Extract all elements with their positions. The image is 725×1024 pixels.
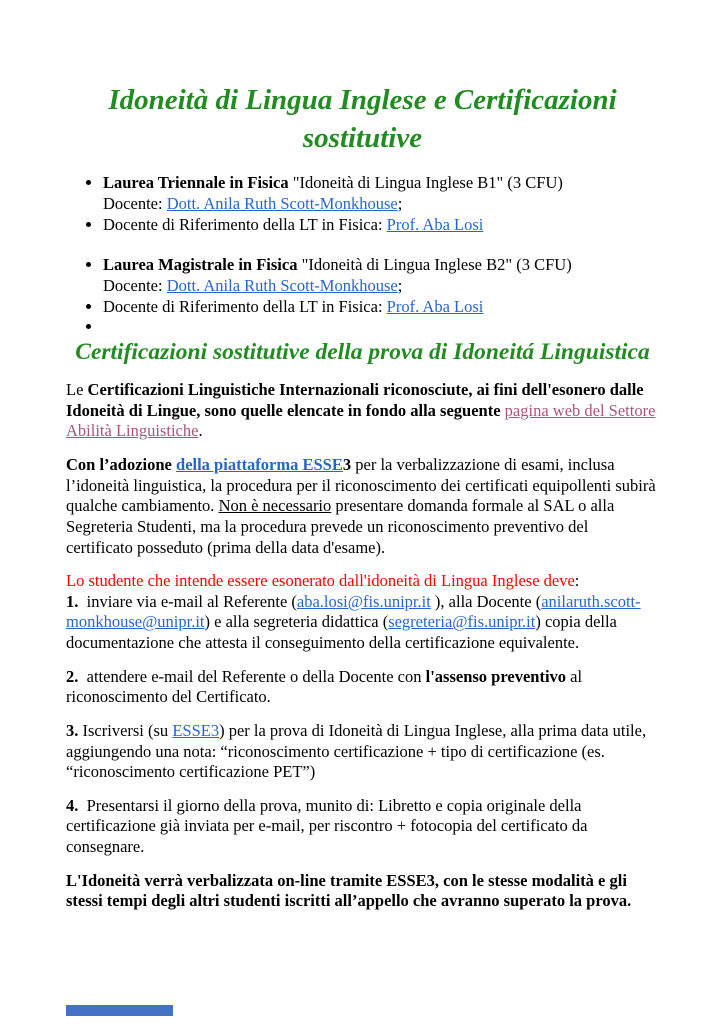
paragraph (66, 667, 659, 708)
bullet-item (103, 215, 659, 236)
text-run: l'assenso preventivo (425, 666, 567, 686)
text-run: inviare via e-mail al Referente ( (78, 591, 297, 611)
section-heading: Certificazioni sostitutive della prova di Idoneitá Linguistica (75, 338, 650, 365)
text-run: "Idoneità di Lingua Inglese B2" (3 CFU) (297, 255, 572, 275)
text-link[interactable]: segreteria@fis.unipr.it (388, 612, 536, 632)
text-run: ; (397, 194, 403, 213)
text-link[interactable]: Prof. Aba Losi (386, 214, 484, 234)
text-run: 2. (66, 666, 79, 686)
bullet-list (66, 173, 659, 337)
text-run: Lo studente che intende essere esonerato dall'idoneità di Lingua Inglese deve (66, 571, 575, 591)
paragraph (66, 721, 659, 783)
text-run: Le (66, 380, 88, 400)
text-run: Iscriversi (su (78, 720, 173, 740)
text-run: ; (397, 275, 403, 295)
text-link[interactable]: anilaruth.scott-monkhouse@unipr.it (66, 591, 641, 632)
text-run: ) copia della documentazione che attesta il conseguimento della certificazione equivalente. (66, 612, 617, 652)
text-run: 4. (66, 795, 79, 815)
text-run: ) per la prova di Idoneità di Lingua Inglese, alla prima data utile, aggiungendo una nota: “riconoscimento certificazione + tipo di certificazione (es. “riconoscimento certificazione PET”) (66, 720, 647, 782)
paragraph (66, 455, 659, 558)
text-run: 3. (66, 720, 79, 740)
text-link[interactable]: Prof. Aba Losi (386, 296, 484, 316)
text-link[interactable]: della piattaforma ESSE (176, 455, 343, 474)
text-run: : (574, 571, 580, 591)
text-run: 3 (342, 455, 352, 474)
text-link[interactable]: aba.losi@fis.unipr.it (296, 591, 431, 611)
text-link[interactable]: ESSE3 (172, 720, 220, 740)
bullet-item (103, 255, 659, 296)
text-run: Docente: (103, 194, 167, 213)
text-run: 1. (66, 591, 79, 611)
bullet-item (103, 173, 659, 214)
text-run: Laurea Magistrale in Fisica (103, 255, 298, 275)
text-run: Certificazioni Linguistiche Internazionali riconosciute, ai fini dell'esonero dalle Idoneità di Lingue, sono quelle elencate in fondo alla seguente (66, 380, 644, 420)
text-run: al riconoscimento del Certificato. (66, 666, 583, 707)
text-run: ), alla Docente ( (430, 591, 542, 611)
document-title: Idoneità di Lingua Inglese e Certificazioni sostitutive (108, 84, 617, 154)
text-run: L'Idoneità verrà verbalizzata on-line tramite ESSE3, con le stesse modalità e gli stessi tempi degli altri studenti iscritti all’appello che avranno superato la prova. (66, 870, 632, 911)
text-run: "Idoneità di Lingua Inglese B1" (3 CFU) (288, 173, 563, 193)
document-body (66, 173, 659, 912)
paragraph (66, 571, 659, 654)
bottom-blue-bar (66, 1005, 173, 1016)
paragraph (66, 380, 659, 442)
text-link[interactable]: pagina web del Settore Abilità Linguistiche (66, 400, 656, 441)
text-run: . (198, 421, 203, 441)
bullet-item (103, 317, 659, 338)
text-run: Non è necessario (218, 496, 332, 516)
paragraph (66, 796, 659, 858)
text-run: presentare domanda formale al SAL o alla Segreteria Studenti, ma la procedura prevede un riconoscimento preventivo del certificato posseduto (prima della data d'esame). (66, 496, 615, 557)
text-run: Docente di Riferimento della LT in Fisica: (103, 296, 387, 316)
text-run: Laurea Triennale in Fisica (103, 173, 289, 193)
text-run: Docente: (103, 275, 167, 295)
text-run: Con l’adozione (66, 455, 177, 474)
bullet-item (103, 297, 659, 318)
text-run: ) e alla segreteria didattica ( (204, 612, 389, 632)
text-link[interactable]: Dott. Anila Ruth Scott-Monkhouse (166, 194, 398, 213)
text-run: per la verbalizzazione di esami, inclusa l’idoneità linguistica, la procedura per il riconoscimento dei certificati equipollenti subirà qualche cambiamento. (66, 455, 656, 516)
paragraph (66, 871, 659, 912)
text-run: Docente di Riferimento della LT in Fisica: (103, 214, 387, 234)
text-run: attendere e-mail del Referente o della Docente con (78, 666, 426, 686)
text-link[interactable]: Dott. Anila Ruth Scott-Monkhouse (166, 275, 398, 295)
text-run: Presentarsi il giorno della prova, munito di: Libretto e copia originale della certificazione già inviata per e-mail, per riscontro + fotocopia del certificato da consegnare. (66, 795, 588, 856)
